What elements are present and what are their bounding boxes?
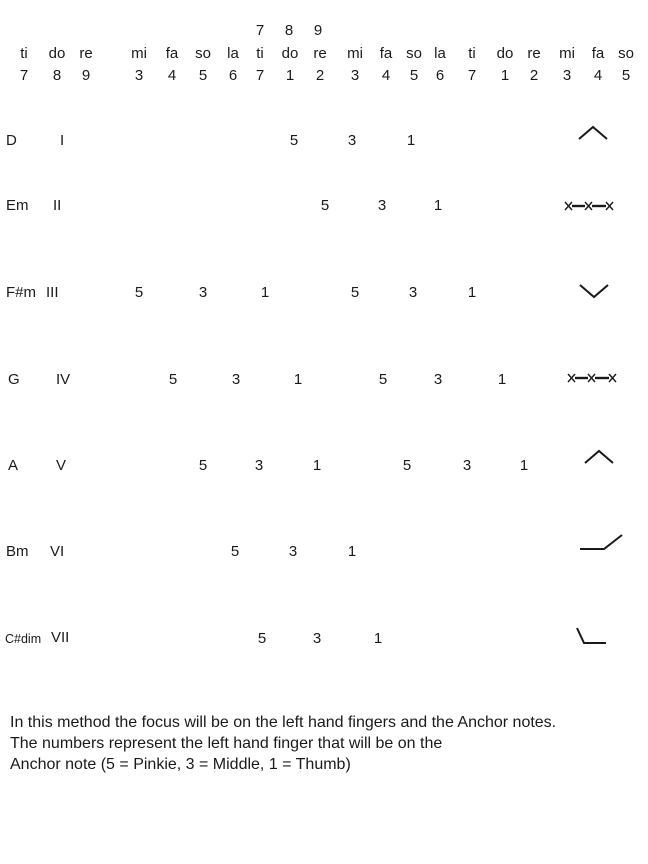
degree-number: 2 — [529, 67, 539, 84]
finger-number: 3 — [462, 457, 472, 474]
degree-number: 7 — [255, 67, 265, 84]
degree-number: 3 — [134, 67, 144, 84]
finger-number: 5 — [168, 371, 178, 388]
finger-number: 1 — [519, 457, 529, 474]
finger-number: 5 — [289, 132, 299, 149]
roman-numeral: I — [60, 132, 65, 149]
chord-name: F#m — [6, 284, 36, 301]
roman-numeral: VII — [51, 629, 70, 646]
degree-number: 8 — [52, 67, 62, 84]
finger-number: 3 — [377, 197, 387, 214]
finger-number: 5 — [320, 197, 330, 214]
finger-number: 5 — [230, 543, 240, 560]
finger-number: 3 — [231, 371, 241, 388]
roman-numeral: II — [53, 197, 62, 214]
caret-up-icon — [583, 448, 615, 466]
degree-number: 4 — [593, 67, 603, 84]
chord-name: Bm — [6, 543, 29, 560]
solfege-label: mi — [559, 45, 575, 62]
solfege-label: re — [527, 45, 541, 62]
solfege-label: mi — [131, 45, 147, 62]
finger-number: 1 — [433, 197, 443, 214]
solfege-label: so — [618, 45, 634, 62]
explanation-line: In this method the focus will be on the left hand fingers and the Anchor notes. — [10, 714, 557, 731]
finger-number: 3 — [198, 284, 208, 301]
solfege-label: do — [496, 45, 514, 62]
finger-number: 5 — [257, 630, 267, 647]
solfege-label: so — [195, 45, 211, 62]
solfege-label: ti — [256, 45, 264, 62]
finger-number: 3 — [288, 543, 298, 560]
chord-name: C#dim — [5, 632, 42, 646]
finger-number: 3 — [312, 630, 322, 647]
explanation-line: The numbers represent the left hand finger that will be on the — [10, 735, 443, 752]
header-top-number: 7 — [255, 22, 265, 39]
header-top-number: 9 — [313, 22, 323, 39]
finger-number: 1 — [347, 543, 357, 560]
solfege-label: la — [227, 45, 239, 62]
header-top-number: 8 — [284, 22, 294, 39]
roman-numeral: V — [56, 457, 67, 474]
finger-number: 3 — [347, 132, 357, 149]
finger-number: 5 — [378, 371, 388, 388]
degree-number: 3 — [562, 67, 572, 84]
solfege-label: so — [406, 45, 422, 62]
corner-l-icon — [574, 626, 608, 646]
degree-number: 5 — [198, 67, 208, 84]
degree-number: 2 — [315, 67, 325, 84]
degree-number: 6 — [228, 67, 238, 84]
finger-number: 3 — [408, 284, 418, 301]
finger-number: 1 — [373, 630, 383, 647]
solfege-label: fa — [165, 45, 179, 62]
degree-number: 4 — [381, 67, 391, 84]
solfege-label: ti — [468, 45, 476, 62]
degree-number: 6 — [435, 67, 445, 84]
solfege-label: do — [281, 45, 299, 62]
solfege-label: ti — [20, 45, 28, 62]
degree-number: 9 — [81, 67, 91, 84]
roman-numeral: III — [46, 284, 59, 301]
finger-number: 1 — [312, 457, 322, 474]
solfege-label: re — [313, 45, 327, 62]
caret-up-icon — [577, 124, 609, 142]
finger-number: 1 — [467, 284, 477, 301]
caret-down-icon — [578, 282, 610, 300]
degree-number: 5 — [621, 67, 631, 84]
x-line-icon — [566, 371, 620, 385]
finger-number: 5 — [350, 284, 360, 301]
finger-number: 1 — [293, 371, 303, 388]
finger-number: 1 — [406, 132, 416, 149]
degree-number: 4 — [167, 67, 177, 84]
finger-number: 3 — [254, 457, 264, 474]
solfege-label: mi — [347, 45, 363, 62]
chord-name: Em — [6, 197, 29, 214]
explanation-line: Anchor note (5 = Pinkie, 3 = Middle, 1 = Thumb) — [10, 756, 351, 773]
solfege-label: fa — [379, 45, 393, 62]
degree-number: 3 — [350, 67, 360, 84]
chord-name: G — [8, 371, 20, 388]
chord-name: A — [8, 457, 19, 474]
degree-number: 5 — [409, 67, 419, 84]
roman-numeral: VI — [50, 543, 65, 560]
finger-number: 5 — [402, 457, 412, 474]
x-line-icon — [563, 199, 617, 213]
solfege-label: fa — [591, 45, 605, 62]
degree-number: 7 — [19, 67, 29, 84]
solfege-label: re — [79, 45, 93, 62]
degree-number: 1 — [285, 67, 295, 84]
finger-number: 1 — [260, 284, 270, 301]
solfege-label: do — [48, 45, 66, 62]
degree-number: 1 — [500, 67, 510, 84]
chord-name: D — [6, 132, 17, 149]
degree-number: 7 — [467, 67, 477, 84]
finger-number: 3 — [433, 371, 443, 388]
rising-check-icon — [578, 532, 624, 552]
roman-numeral: IV — [56, 371, 71, 388]
finger-number: 5 — [134, 284, 144, 301]
solfege-label: la — [434, 45, 446, 62]
finger-number: 5 — [198, 457, 208, 474]
explanation-text — [10, 712, 640, 775]
finger-number: 1 — [497, 371, 507, 388]
